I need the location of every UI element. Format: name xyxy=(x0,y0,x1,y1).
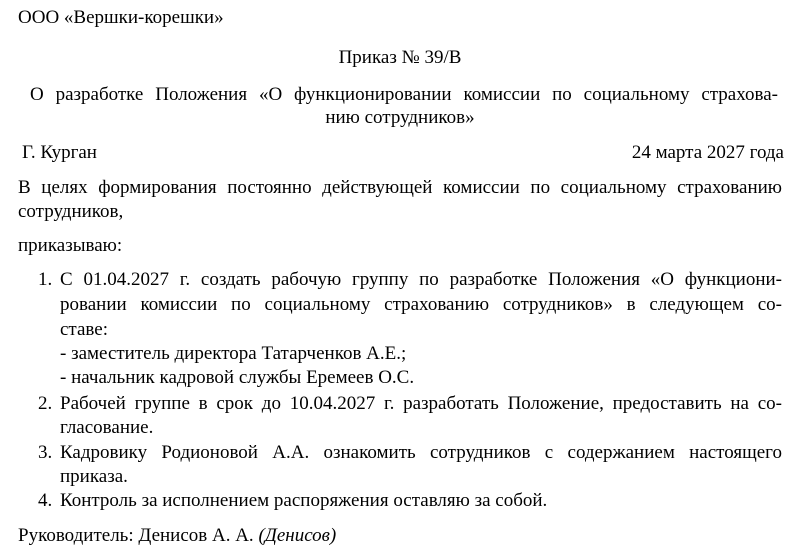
item-number: 3. xyxy=(38,442,53,463)
signed-name: (Денисов) xyxy=(258,525,337,546)
item-number: 4. xyxy=(38,490,53,511)
preamble-line-2: сотрудников, xyxy=(18,201,124,222)
item-line: гласование. xyxy=(60,417,154,438)
list-item xyxy=(60,392,782,416)
list-item-cont xyxy=(60,293,782,317)
order-word: приказываю: xyxy=(18,235,123,256)
item-number: 1. xyxy=(38,269,53,290)
order-subject-line-1: О разработке Положения «О функционировании комиссии по социальному страхова- xyxy=(30,84,778,105)
item-number: 2. xyxy=(38,393,53,414)
list-item xyxy=(60,441,782,465)
preamble-line-1: В целях формирования постоянно действующей комиссии по социальному страхованию xyxy=(18,177,782,198)
item-line: Кадровику Родионовой А.А. ознакомить сотрудников с содержанием настоящего xyxy=(60,442,782,463)
signature-block xyxy=(18,524,336,548)
item-line: Контроль за исполнением распоряжения оставляю за собой. xyxy=(60,490,548,511)
city: Г. Курган xyxy=(22,142,97,163)
order-subject xyxy=(30,83,778,107)
item-line: Рабочей группе в срок до 10.04.2027 г. разработать Положение, предоставить на со- xyxy=(60,393,782,414)
item-line: - заместитель директора Татарченков А.Е.; xyxy=(60,343,407,364)
organization-name: ООО «Вершки-корешки» xyxy=(18,7,224,28)
preamble xyxy=(18,176,782,200)
item-line: - начальник кадровой службы Еремеев О.С. xyxy=(60,367,415,388)
order-title: Приказ № 39/В xyxy=(338,47,462,68)
item-line: приказа. xyxy=(60,466,128,487)
signature-label: Руководитель: Денисов А. А. xyxy=(18,525,254,546)
list-item xyxy=(60,268,782,292)
order-subject-line-2: нию сотрудников» xyxy=(325,107,475,128)
item-line: ровании комиссии по социальному страхованию сотрудников» в следующем со- xyxy=(60,294,782,315)
item-line: С 01.04.2027 г. создать рабочую группу по разработке Положения «О функциони- xyxy=(60,269,782,290)
order-date: 24 марта 2027 года xyxy=(631,142,784,163)
item-line: ставе: xyxy=(60,319,108,340)
